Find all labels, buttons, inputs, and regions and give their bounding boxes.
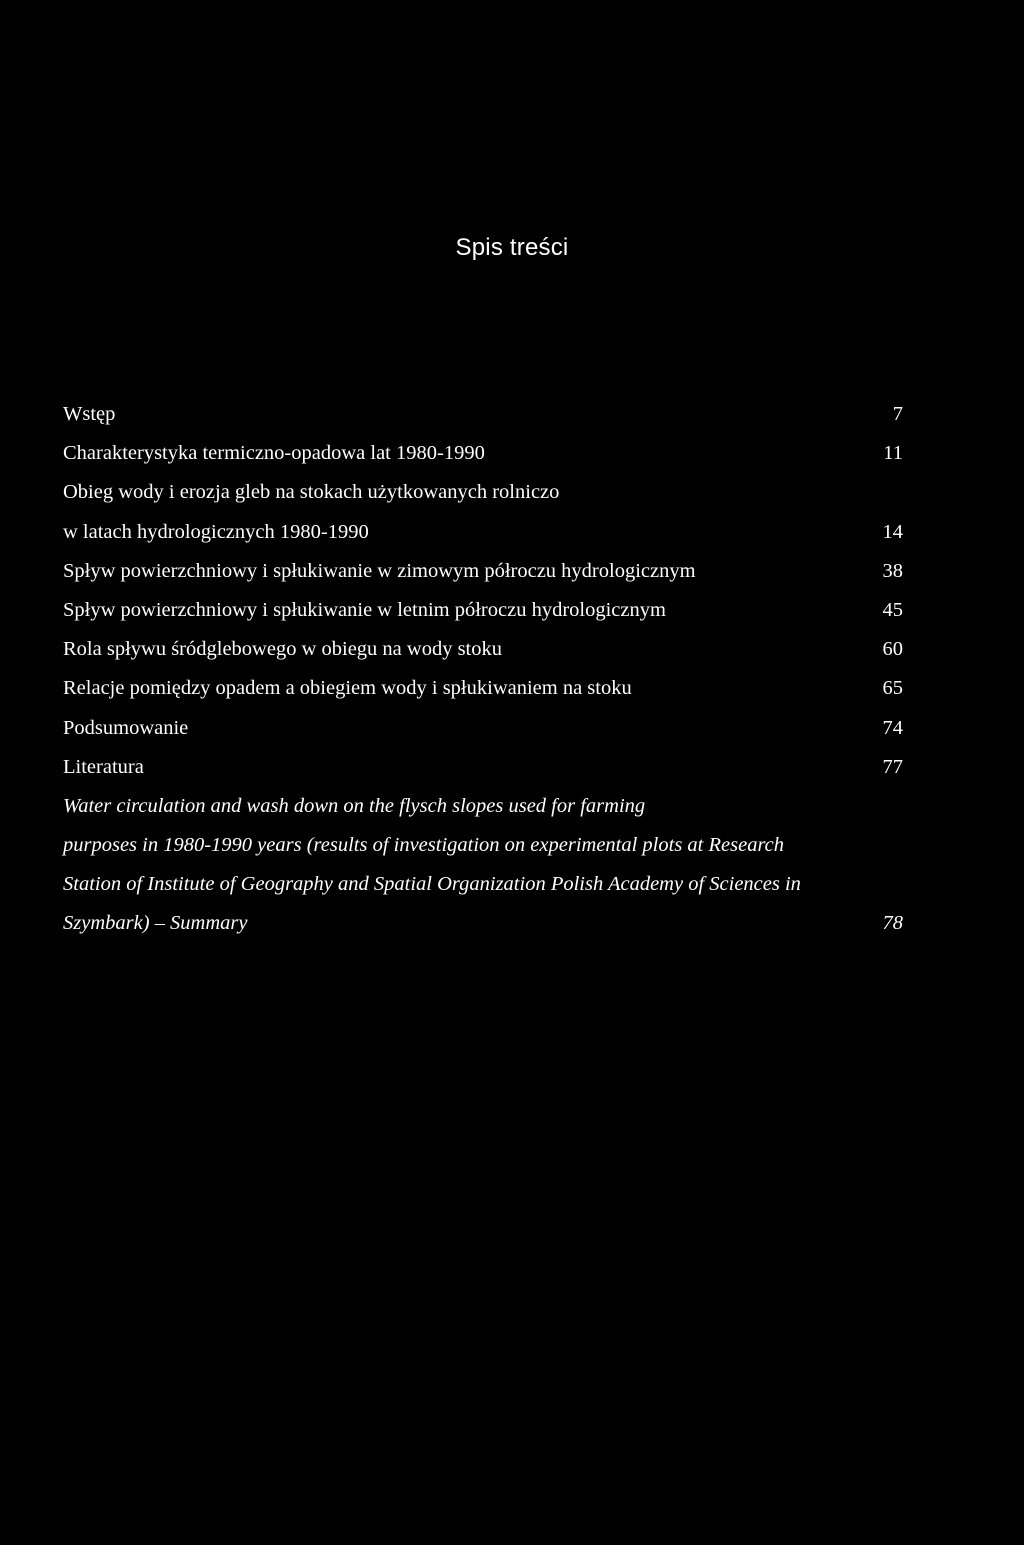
toc-entry-title: Szymbark) – Summary	[63, 912, 248, 935]
toc-entry	[63, 630, 903, 669]
toc-entry	[63, 434, 903, 473]
toc-entry-page: 65	[882, 677, 903, 700]
page-title: Spis treści	[455, 234, 569, 261]
toc-entry-page: 78	[882, 912, 903, 935]
toc-entry-page: 38	[882, 559, 903, 582]
toc-entry	[63, 513, 903, 552]
toc-entry	[63, 826, 903, 865]
toc-entry-page: 77	[882, 755, 903, 778]
toc-entry	[63, 395, 903, 434]
toc-entry	[63, 748, 903, 787]
toc-entry-title: Relacje pomiędzy opadem a obiegiem wody i spłukiwaniem na stoku	[63, 677, 632, 700]
toc-entry-page: 45	[882, 598, 903, 621]
toc-entry-page: 7	[892, 403, 903, 425]
toc-entry-title: Station of Institute of Geography and Spatial Organization Polish Academy of Sciences in	[63, 873, 801, 896]
toc-entry	[63, 904, 903, 943]
toc-entry	[63, 669, 903, 708]
toc-entry-title: Spływ powierzchniowy i spłukiwanie w zimowym półroczu hydrologicznym	[63, 559, 696, 582]
toc-entry-title: Wstęp	[63, 403, 116, 425]
toc-entry	[63, 709, 903, 748]
toc-entry	[63, 552, 903, 591]
toc-entry-title: w latach hydrologicznych 1980-1990	[63, 520, 369, 543]
toc-entry-title: Water circulation and wash down on the flysch slopes used for farming	[63, 794, 646, 817]
toc-entry-page: 74	[882, 716, 903, 739]
toc-entry-title: Spływ powierzchniowy i spłukiwanie w letnim półroczu hydrologicznym	[63, 598, 666, 621]
toc-entry-page: 11	[883, 442, 903, 465]
toc-entry-page: 14	[882, 520, 903, 543]
toc-entry-title: purposes in 1980-1990 years (results of investigation on experimental plots at Research	[63, 834, 785, 857]
toc-entry-title: Charakterystyka termiczno-opadowa lat 1980-1990	[63, 442, 485, 465]
toc-entry-title: Podsumowanie	[63, 716, 189, 739]
toc-entry	[63, 865, 903, 904]
toc-entry	[63, 473, 903, 512]
toc-entry-title: Rola spływu śródglebowego w obiegu na wody stoku	[63, 638, 502, 661]
toc-entry-title: Literatura	[63, 755, 144, 778]
toc-entry	[63, 591, 903, 630]
toc-entry-title: Obieg wody i erozja gleb na stokach użytkowanych rolniczo	[63, 481, 560, 504]
toc-entry-page: 60	[882, 638, 903, 661]
toc-entry	[63, 787, 903, 826]
table-of-contents	[63, 395, 903, 944]
